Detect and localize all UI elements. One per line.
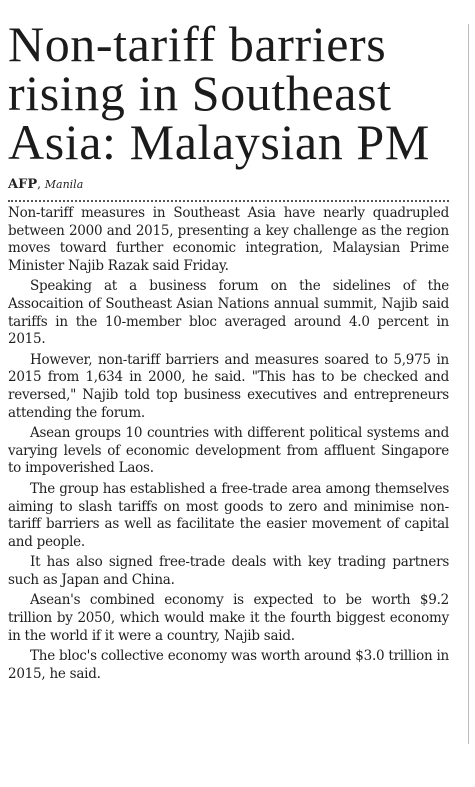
byline (8, 177, 449, 192)
column-rule (468, 24, 469, 744)
paragraph: The bloc's collective economy was worth around $3.0 trillion in 2015, he said. (8, 648, 449, 682)
paragraph: Speaking at a business forum on the sidelines of the Assocaition of Southeast Asian Nations annual summit, Najib said tariffs in the 10-member bloc averaged around 4.0 percent in 2015. (8, 278, 449, 348)
byline-separator: , (37, 177, 41, 191)
paragraph: Asean's combined economy is expected to be worth $9.2 trillion by 2050, which would make it the fourth biggest economy in the world if it were a country, Najib said. (8, 592, 449, 644)
paragraph: Non-tariff measures in Southeast Asia have nearly quadrupled between 2000 and 2015, presenting a key challenge as the region moves toward further economic integration, Malaysian Prime Minister Najib Razak said Friday. (8, 205, 449, 274)
article-body (8, 205, 449, 683)
paragraph: The group has established a free-trade area among themselves aiming to slash tariffs on most goods to zero and minimise non-tariff barriers as well as facilitate the easier movement of capital and people. (8, 480, 449, 550)
paragraph: Asean groups 10 countries with different political systems and varying levels of economic development from affluent Singapore to impoverished Laos. (8, 425, 449, 477)
byline-agency: AFP (8, 177, 38, 192)
paragraph: It has also signed free-trade deals with key trading partners such as Japan and China. (8, 554, 449, 588)
dotted-divider (8, 200, 449, 202)
paragraph: However, non-tariff barriers and measures soared to 5,975 in 2015 from 1,634 in 2000, he said. "This has to be checked and reversed," Najib told top business executives and entrepreneurs attending the forum. (8, 351, 449, 421)
headline: Non-tariff barriers rising in Southeast Asia: Malaysian PM (8, 16, 430, 170)
news-article (8, 16, 449, 686)
byline-place: Manila (44, 178, 84, 191)
